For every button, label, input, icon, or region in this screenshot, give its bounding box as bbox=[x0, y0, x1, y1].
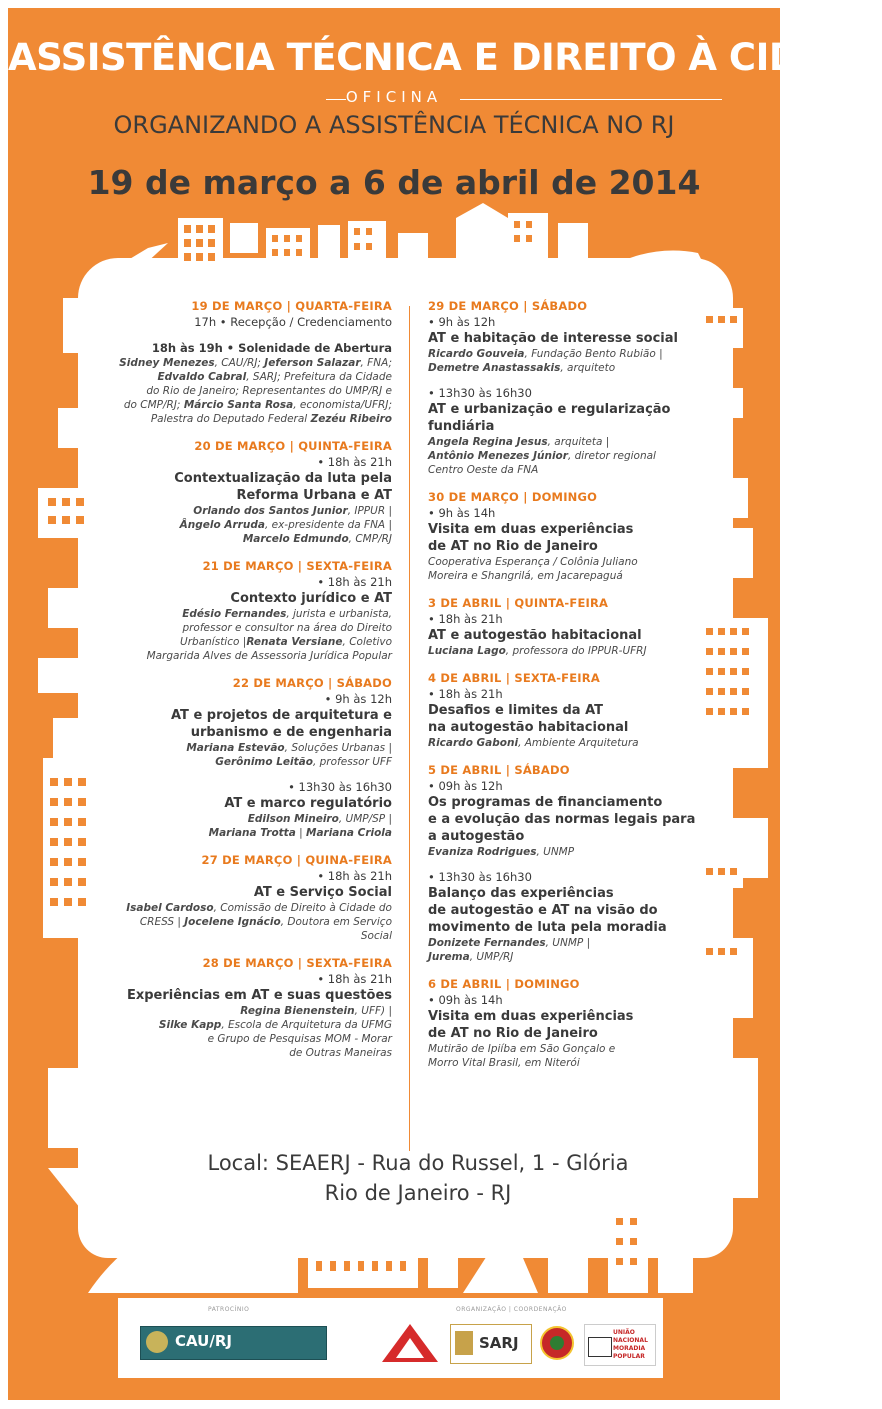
session-title: Experiências em AT e suas questões bbox=[126, 988, 392, 1003]
session-speakers: Demetre Anastassakis, arquiteto bbox=[428, 362, 616, 374]
session-title: de AT no Rio de Janeiro bbox=[428, 539, 598, 554]
session-time: • 13h30 às 16h30 bbox=[428, 386, 532, 400]
fna-seal-icon bbox=[540, 1326, 574, 1360]
schedule-day-heading: 28 DE MARÇO | SEXTA-FEIRA bbox=[202, 956, 392, 970]
session-title: AT e habitação de interesse social bbox=[428, 331, 678, 346]
support-label: PATROCÍNIO bbox=[208, 1306, 250, 1313]
kicker-rule-right bbox=[460, 99, 722, 100]
uniao-moradia-logo bbox=[584, 1324, 656, 1366]
cau-seal-icon bbox=[146, 1331, 168, 1353]
subtitle: ORGANIZANDO A ASSISTÊNCIA TÉCNICA NO RJ bbox=[113, 111, 675, 139]
session-speakers: Mariana Estevão, Soluções Urbanas | bbox=[186, 742, 392, 754]
schedule-day-heading: 21 DE MARÇO | SEXTA-FEIRA bbox=[202, 559, 392, 573]
session-time: • 18h às 21h bbox=[317, 869, 392, 883]
schedule-day-heading: 3 DE ABRIL | QUINTA-FEIRA bbox=[428, 596, 609, 610]
session-title: AT e urbanização e regularização fundiária bbox=[428, 402, 671, 434]
session-speakers: Evaniza Rodrigues, UNMP bbox=[428, 846, 575, 858]
session-speakers: Gerônimo Leitão, professor UFF bbox=[215, 756, 392, 768]
venue-block bbox=[168, 1148, 668, 1208]
schedule-day-heading: 27 DE MARÇO | QUINA-FEIRA bbox=[201, 853, 392, 867]
organization-label: ORGANIZAÇÃO | COORDENAÇÃO bbox=[456, 1306, 567, 1313]
cau-rj-logo bbox=[140, 1326, 327, 1360]
poster bbox=[8, 8, 882, 1400]
schedule-day-heading: 6 DE ABRIL | DOMINGO bbox=[428, 977, 580, 991]
session-speakers: Edésio Fernandes, jurista e urbanista, bbox=[182, 608, 392, 620]
session-title: Desafios e limites da AT bbox=[428, 703, 604, 718]
session-title: de autogestão e AT na visão do bbox=[428, 903, 658, 918]
session-time: • 18h às 21h bbox=[428, 612, 503, 626]
schedule-day-heading: 19 DE MARÇO | QUARTA-FEIRA bbox=[191, 299, 392, 313]
session-speakers: do CMP/RJ; Márcio Santa Rosa, economista/UFRJ; bbox=[123, 399, 392, 411]
session-speakers: Isabel Cardoso, Comissão de Direito à Cidade do bbox=[126, 902, 392, 914]
schedule-day-heading: 29 DE MARÇO | SÁBADO bbox=[428, 299, 588, 313]
session-time: • 9h às 12h bbox=[324, 692, 392, 706]
schedule-day-heading: 5 DE ABRIL | SÁBADO bbox=[428, 763, 570, 777]
session-title: movimento de luta pela moradia bbox=[428, 920, 667, 935]
session-time: 18h às 19h • Solenidade de Abertura bbox=[151, 341, 392, 355]
session-speakers: Regina Bienenstein, UFF) | bbox=[240, 1005, 392, 1017]
cau-logo-text: CAU/RJ bbox=[175, 1332, 232, 1350]
sarj-building-icon bbox=[455, 1331, 473, 1355]
session-speakers: Angela Regina Jesus, arquiteta | bbox=[428, 436, 610, 448]
session-speakers: de Outras Maneiras bbox=[289, 1047, 392, 1059]
schedule-day-heading: 20 DE MARÇO | QUINTA-FEIRA bbox=[194, 439, 392, 453]
main-title: ASSISTÊNCIA TÉCNICA E DIREITO À CIDADE bbox=[8, 36, 882, 79]
session-title: Reforma Urbana e AT bbox=[236, 488, 392, 503]
uniao-houses-icon bbox=[588, 1337, 612, 1357]
session-speakers: Centro Oeste da FNA bbox=[428, 464, 539, 476]
session-speakers: Donizete Fernandes, UNMP | bbox=[428, 937, 591, 949]
session-title: AT e autogestão habitacional bbox=[428, 628, 642, 643]
session-speakers: Edvaldo Cabral, SARJ; Prefeitura da Cidade bbox=[157, 371, 392, 383]
session-title: Os programas de financiamento bbox=[428, 795, 663, 810]
schedule-day-heading: 22 DE MARÇO | SÁBADO bbox=[232, 676, 392, 690]
session-speakers: Cooperativa Esperança / Colônia Juliano bbox=[428, 556, 638, 568]
session-speakers: e Grupo de Pesquisas MOM - Morar bbox=[207, 1033, 392, 1045]
schedule-day-heading: 30 DE MARÇO | DOMINGO bbox=[428, 490, 598, 504]
session-time: • 18h às 21h bbox=[317, 575, 392, 589]
session-time: • 18h às 21h bbox=[317, 455, 392, 469]
session-time: • 13h30 às 16h30 bbox=[428, 870, 532, 884]
session-speakers: professor e consultor na área do Direito bbox=[182, 622, 392, 634]
session-speakers: Jurema, UMP/RJ bbox=[428, 951, 514, 963]
sarj-logo bbox=[450, 1324, 532, 1364]
spacer bbox=[428, 375, 712, 385]
session-time: • 9h às 12h bbox=[428, 315, 496, 329]
venue-address: Local: SEAERJ - Rua do Russel, 1 - Glória bbox=[207, 1151, 629, 1175]
session-time: • 09h às 12h bbox=[428, 779, 503, 793]
session-time: • 13h30 às 16h30 bbox=[288, 780, 392, 794]
session-title: Contextualização da luta pela bbox=[174, 471, 392, 486]
session-title: Visita em duas experiências bbox=[428, 1009, 634, 1024]
session-speakers: Ângelo Arruda, ex-presidente da FNA | bbox=[179, 519, 392, 531]
session-title: e a evolução das normas legais para bbox=[428, 812, 696, 827]
session-speakers: Sidney Menezes, CAU/RJ; Jeferson Salazar, FNA; bbox=[119, 357, 392, 369]
session-speakers: Urbanístico |Renata Versiane, Coletivo bbox=[180, 636, 392, 648]
uniao-logo-text: UNIÃO NACIONAL MORADIA POPULAR bbox=[613, 1329, 648, 1360]
fna-seal-center bbox=[550, 1336, 564, 1350]
schedule-left-column bbox=[108, 298, 392, 1060]
session-speakers: CRESS | Jocelene Ignácio, Doutora em Serviço Social bbox=[139, 916, 392, 942]
session-speakers: Silke Kapp, Escola de Arquitetura da UFMG bbox=[158, 1019, 392, 1031]
session-title: Balanço das experiências bbox=[428, 886, 614, 901]
skyline-bottom-illustration bbox=[68, 1193, 728, 1293]
event-dates: 19 de março a 6 de abril de 2014 bbox=[87, 163, 701, 202]
spacer bbox=[428, 859, 712, 869]
session-title: AT e projetos de arquitetura e bbox=[171, 708, 392, 723]
column-divider bbox=[409, 306, 410, 1151]
session-speakers: Luciana Lago, professora do IPPUR-UFRJ bbox=[428, 645, 647, 657]
schedule-day-heading: 4 DE ABRIL | SEXTA-FEIRA bbox=[428, 671, 600, 685]
session-title: a autogestão bbox=[428, 829, 525, 844]
kicker-row bbox=[8, 88, 780, 110]
session-title: AT e Serviço Social bbox=[253, 885, 392, 900]
session-time: 17h • Recepção / Credenciamento bbox=[194, 315, 392, 329]
session-time: • 09h às 14h bbox=[428, 993, 503, 1007]
session-title: urbanismo e de engenharia bbox=[190, 725, 392, 740]
session-speakers: do Rio de Janeiro; Representantes do UMP/RJ e bbox=[146, 385, 392, 397]
session-time: • 18h às 21h bbox=[428, 687, 503, 701]
session-title: de AT no Rio de Janeiro bbox=[428, 1026, 598, 1041]
session-speakers: Orlando dos Santos Junior, IPPUR | bbox=[193, 505, 392, 517]
session-title: AT e marco regulatório bbox=[224, 796, 392, 811]
triangle-logo-icon bbox=[380, 1322, 440, 1366]
session-title: Visita em duas experiências bbox=[428, 522, 634, 537]
session-time: • 18h às 21h bbox=[317, 972, 392, 986]
session-speakers: Ricardo Gaboni, Ambiente Arquitetura bbox=[428, 737, 639, 749]
session-title: Contexto jurídico e AT bbox=[230, 591, 392, 606]
session-speakers: Palestra do Deputado Federal Zezéu Ribeiro bbox=[150, 413, 392, 425]
session-speakers: Mutirão de Ipiíba em São Gonçalo e bbox=[428, 1043, 616, 1055]
kicker-label: OFICINA bbox=[345, 88, 443, 106]
spacer bbox=[108, 769, 392, 779]
session-speakers: Ricardo Gouveia, Fundação Bento Rubião | bbox=[428, 348, 663, 360]
session-speakers: Edilson Mineiro, UMP/SP | bbox=[247, 813, 392, 825]
session-speakers: Morro Vital Brasil, em Niterói bbox=[428, 1057, 580, 1069]
venue-city: Rio de Janeiro - RJ bbox=[324, 1181, 512, 1205]
session-speakers: Margarida Alves de Assessoria Jurídica Popular bbox=[146, 650, 392, 662]
session-time: • 9h às 14h bbox=[428, 506, 496, 520]
spacer bbox=[108, 330, 392, 340]
session-speakers: Marcelo Edmundo, CMP/RJ bbox=[242, 533, 392, 545]
session-title: na autogestão habitacional bbox=[428, 720, 629, 735]
session-speakers: Antônio Menezes Júnior, diretor regional bbox=[428, 450, 656, 462]
sponsors-footer bbox=[118, 1298, 663, 1378]
session-speakers: Mariana Trotta | Mariana Criola bbox=[208, 827, 392, 839]
sarj-logo-text: SARJ bbox=[479, 1334, 519, 1352]
schedule-right-column bbox=[428, 298, 712, 1070]
session-speakers: Moreira e Shangrilá, em Jacarepaguá bbox=[428, 570, 623, 582]
